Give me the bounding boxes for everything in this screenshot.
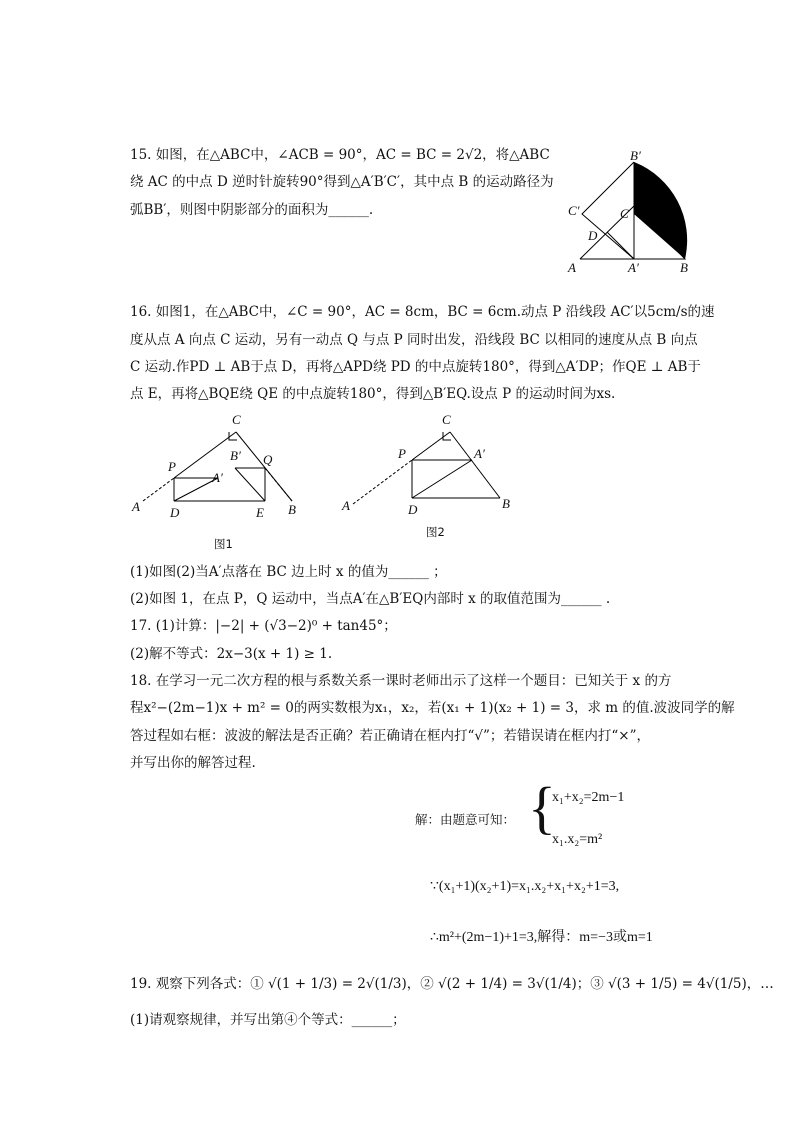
q18-line3: 答过程如右框：波波的解法是否正确？若正确请在框内打“√”；若错误请在框内打“×”， — [130, 728, 651, 744]
fig1-label-D: D — [170, 505, 180, 520]
fig2-caption: 图2 — [426, 525, 445, 539]
label-A: A — [568, 260, 576, 275]
q18-solution-line3: ∴m²+(2m−1)+1=3,解得：m=−3或m=1 — [430, 930, 653, 945]
label-A-prime: A′ — [628, 260, 639, 275]
q16-line4: 点 E，再将△BQE绕 QE 的中点旋转180°，得到△B′EQ.设点 P 的运动时间为xs. — [130, 386, 616, 402]
fig1-caption: 图1 — [214, 537, 233, 551]
q19-line2: (1)请观察规律，并写出第④个等式：______； — [130, 1012, 406, 1028]
fig1-label-A-prime: A′ — [212, 470, 223, 485]
q15-line3: 弧BB′，则图中阴影部分的面积为______. — [130, 202, 374, 218]
fig1-label-B: B — [288, 502, 296, 517]
shaded-region — [634, 162, 687, 259]
q17-line2: (2)解不等式：2x−3(x + 1) ≥ 1. — [130, 646, 333, 662]
q18-line4: 并写出你的解答过程. — [130, 755, 256, 771]
q15-figure — [560, 148, 700, 280]
label-C-prime: C′ — [568, 203, 580, 218]
q19-line1: 19. 观察下列各式：① √(1 + 1/3) = 2√(1/3)，② √(2 + 1/4) = 3√(1/4)；③ √(3 + 1/5) = 4√(1/5)，… — [130, 976, 774, 992]
fig1-label-B-prime: B′ — [230, 448, 241, 463]
q16-line1: 16. 如图1，在△ABC中，∠C = 90°，AC = 8cm，BC = 6cm.动点 P 沿线段 AC′以5cm/s的速 — [130, 304, 715, 320]
fig1-label-C: C — [232, 412, 241, 427]
fig1-label-Q: Q — [263, 452, 273, 467]
q18-solution-eq2: x₁.x₂=m² — [552, 832, 603, 847]
fig2-label-P: P — [398, 446, 406, 461]
q18-line1: 18. 在学习一元二次方程的根与系数关系一课时老师出示了这样一个题目：已知关于 x 的方 — [130, 673, 672, 689]
fig2-label-A-prime: A′ — [474, 446, 485, 461]
q18-solution-prefix: 解：由题意可知： — [415, 812, 516, 827]
fig2-label-D: D — [408, 502, 418, 517]
fig2-label-C: C — [442, 412, 451, 427]
q15-line2: 绕 AC 的中点 D 逆时针旋转90°得到△A′B′C′，其中点 B 的运动路径为 — [130, 174, 554, 190]
q18-solution-line2: ∵(x₁+1)(x₂+1)=x₁.x₂+x₁+x₂+1=3, — [430, 879, 620, 894]
fig1-label-E: E — [256, 505, 264, 520]
q16-sub2: (2)如图 1，在点 P，Q 运动中，当点A′在△B′EQ内部时 x 的取值范围为______ . — [130, 591, 611, 607]
q16-figure1 — [128, 408, 308, 553]
q16-sub1: (1)如图(2)当A′点落在 BC 边上时 x 的值为______ ； — [130, 564, 447, 580]
label-C: C — [620, 206, 629, 221]
q17-line1: 17. (1)计算：|−2| + (√3−2)⁰ + tan45°； — [130, 618, 397, 634]
q15-line1: 15. 如图，在△ABC中，∠ACB = 90°，AC = BC = 2√2，将△ABC — [130, 147, 550, 163]
q16-line3: C 运动.作PD ⊥ AB于点 D，再将△APD绕 PD 的中点旋转180°，得到△A′DP；作QE ⊥ AB于 — [130, 359, 701, 375]
label-D: D — [588, 228, 598, 243]
q18-solution-eq1: x₁+x₂=2m−1 — [552, 790, 625, 805]
label-B: B — [680, 260, 688, 275]
fig1-label-P: P — [168, 459, 176, 474]
fig1-label-A: A — [132, 499, 140, 514]
q16-line2: 度从点 A 向点 C 运动，另有一动点 Q 与点 P 同时出发，沿线段 BC 以相同的速度从点 B 向点 — [130, 332, 698, 348]
q18-solution-brace: { — [528, 775, 556, 840]
label-B-prime: B′ — [630, 148, 641, 163]
fig2-label-A: A — [342, 498, 350, 513]
q16-figure2 — [338, 408, 528, 540]
fig2-label-B: B — [502, 496, 510, 511]
q18-line2: 程x²−(2m−1)x + m² = 0的两实数根为x₁，x₂，若(x₁ + 1)(x₂ + 1) = 3，求 m 的值.波波同学的解 — [130, 700, 735, 716]
